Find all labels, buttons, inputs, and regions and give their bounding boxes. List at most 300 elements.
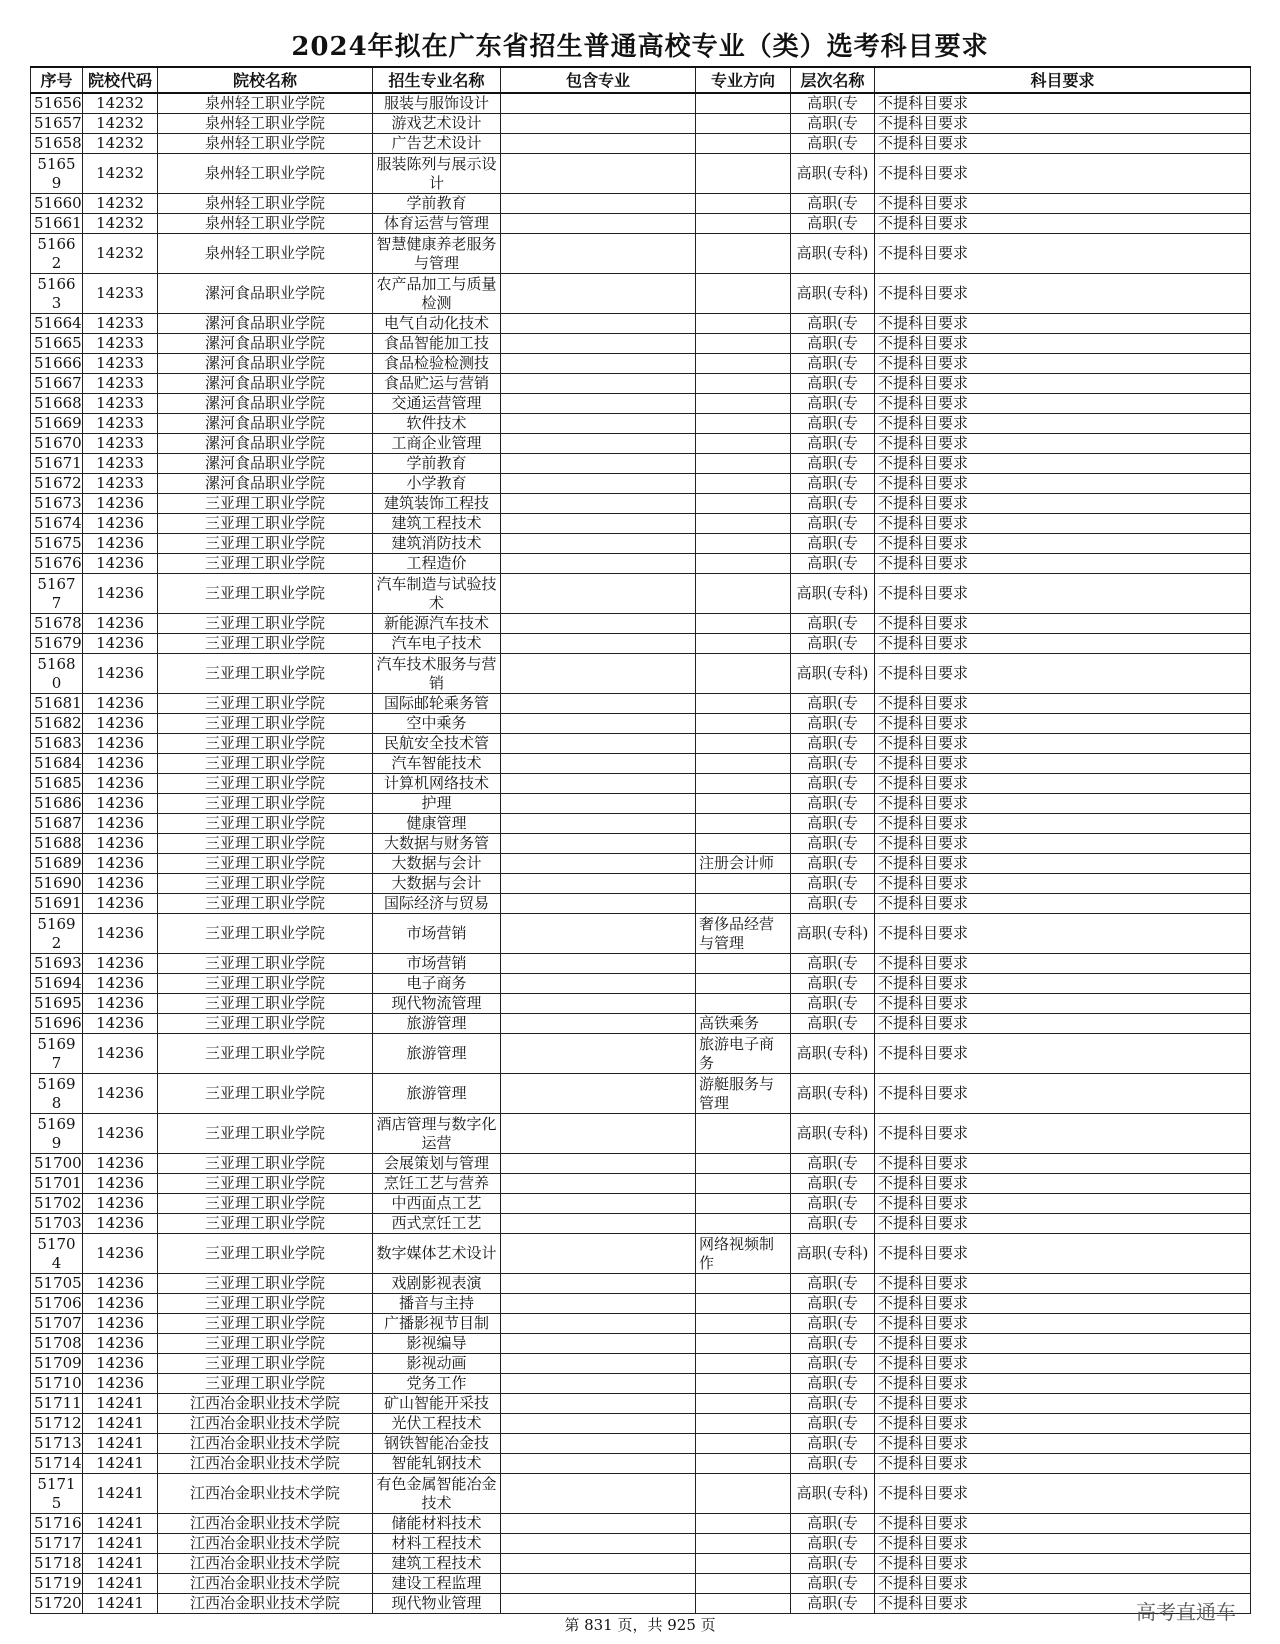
table-row: [31, 654, 1251, 694]
cell-included-majors: [501, 474, 696, 494]
cell-level: 高职(专科): [791, 1234, 875, 1274]
cell-level: 高职(专: [791, 314, 875, 334]
cell-seq: 51685: [31, 774, 83, 794]
cell-level: 高职(专科): [791, 274, 875, 314]
cell-level: 高职(专科): [791, 234, 875, 274]
cell-major-name: 食品智能加工技: [373, 334, 501, 354]
cell-level: 高职(专: [791, 514, 875, 534]
cell-level: 高职(专科): [791, 914, 875, 954]
table-row: [31, 234, 1251, 274]
cell-school-name: 泉州轻工职业学院: [158, 154, 373, 194]
cell-subject-req: 不提科目要求: [875, 1574, 1251, 1594]
table-row: [31, 574, 1251, 614]
cell-major-name: 党务工作: [373, 1374, 501, 1394]
cell-subject-req: 不提科目要求: [875, 374, 1251, 394]
cell-direction: [696, 534, 791, 554]
cell-major-name: 学前教育: [373, 454, 501, 474]
cell-level: 高职(专: [791, 494, 875, 514]
cell-level: 高职(专科): [791, 654, 875, 694]
table-header-row: [31, 67, 1251, 93]
cell-seq: 51690: [31, 874, 83, 894]
cell-seq: 51692: [31, 914, 83, 954]
cell-school-code: 14241: [83, 1574, 158, 1594]
cell-level: 高职(专: [791, 1534, 875, 1554]
cell-school-code: 14232: [83, 93, 158, 114]
cell-seq: 51667: [31, 374, 83, 394]
cell-major-name: 民航安全技术管: [373, 734, 501, 754]
table-row: [31, 994, 1251, 1014]
cell-included-majors: [501, 454, 696, 474]
cell-included-majors: [501, 194, 696, 214]
cell-school-code: 14236: [83, 994, 158, 1014]
cell-subject-req: 不提科目要求: [875, 134, 1251, 154]
cell-major-name: 游戏艺术设计: [373, 114, 501, 134]
table-row: [31, 314, 1251, 334]
cell-subject-req: 不提科目要求: [875, 1274, 1251, 1294]
table-row: [31, 714, 1251, 734]
cell-subject-req: 不提科目要求: [875, 234, 1251, 274]
cell-major-name: 学前教育: [373, 194, 501, 214]
cell-direction: [696, 1354, 791, 1374]
cell-major-name: 小学教育: [373, 474, 501, 494]
table-row: [31, 814, 1251, 834]
table-row: [31, 1074, 1251, 1114]
cell-major-name: 材料工程技术: [373, 1534, 501, 1554]
cell-seq: 51715: [31, 1474, 83, 1514]
cell-level: 高职(专: [791, 1414, 875, 1434]
cell-school-name: 三亚理工职业学院: [158, 874, 373, 894]
cell-major-name: 广播影视节目制: [373, 1314, 501, 1334]
cell-school-name: 泉州轻工职业学院: [158, 194, 373, 214]
cell-major-name: 农产品加工与质量检测: [373, 274, 501, 314]
table-row: [31, 134, 1251, 154]
cell-direction: [696, 314, 791, 334]
cell-level: 高职(专: [791, 794, 875, 814]
cell-school-name: 三亚理工职业学院: [158, 814, 373, 834]
cell-included-majors: [501, 1074, 696, 1114]
cell-subject-req: 不提科目要求: [875, 714, 1251, 734]
cell-level: 高职(专: [791, 93, 875, 114]
cell-included-majors: [501, 1234, 696, 1274]
cell-school-code: 14241: [83, 1534, 158, 1554]
cell-direction: 游艇服务与管理: [696, 1074, 791, 1114]
cell-seq: 51719: [31, 1574, 83, 1594]
cell-school-name: 三亚理工职业学院: [158, 714, 373, 734]
cell-seq: 51682: [31, 714, 83, 734]
table-row: [31, 154, 1251, 194]
cell-level: 高职(专: [791, 994, 875, 1014]
cell-subject-req: 不提科目要求: [875, 494, 1251, 514]
cell-school-code: 14236: [83, 494, 158, 514]
cell-school-name: 三亚理工职业学院: [158, 694, 373, 714]
cell-school-code: 14236: [83, 774, 158, 794]
cell-school-name: 三亚理工职业学院: [158, 774, 373, 794]
cell-seq: 51683: [31, 734, 83, 754]
cell-major-name: 汽车电子技术: [373, 634, 501, 654]
table-row: [31, 614, 1251, 634]
cell-school-code: 14236: [83, 1154, 158, 1174]
cell-level: 高职(专科): [791, 1114, 875, 1154]
cell-subject-req: 不提科目要求: [875, 93, 1251, 114]
cell-school-code: 14241: [83, 1514, 158, 1534]
cell-school-name: 三亚理工职业学院: [158, 894, 373, 914]
cell-major-name: 工商企业管理: [373, 434, 501, 454]
cell-direction: [696, 474, 791, 494]
cell-included-majors: [501, 894, 696, 914]
cell-school-name: 三亚理工职业学院: [158, 514, 373, 534]
cell-seq: 51699: [31, 1114, 83, 1154]
cell-school-code: 14236: [83, 1014, 158, 1034]
cell-level: 高职(专: [791, 1574, 875, 1594]
cell-subject-req: 不提科目要求: [875, 1434, 1251, 1454]
cell-school-name: 三亚理工职业学院: [158, 734, 373, 754]
cell-direction: [696, 634, 791, 654]
table-row: [31, 1014, 1251, 1034]
table-row: [31, 1274, 1251, 1294]
cell-school-code: 14236: [83, 654, 158, 694]
cell-level: 高职(专: [791, 414, 875, 434]
cell-seq: 51706: [31, 1294, 83, 1314]
cell-subject-req: 不提科目要求: [875, 1334, 1251, 1354]
table-row: [31, 894, 1251, 914]
cell-school-name: 三亚理工职业学院: [158, 1234, 373, 1274]
cell-school-name: 三亚理工职业学院: [158, 1014, 373, 1034]
cell-school-name: 江西冶金职业技术学院: [158, 1434, 373, 1454]
cell-school-code: 14236: [83, 1214, 158, 1234]
cell-direction: [696, 794, 791, 814]
cell-level: 高职(专: [791, 694, 875, 714]
cell-direction: [696, 1474, 791, 1514]
table-row: [31, 1154, 1251, 1174]
cell-subject-req: 不提科目要求: [875, 694, 1251, 714]
cell-subject-req: 不提科目要求: [875, 1394, 1251, 1414]
cell-subject-req: 不提科目要求: [875, 994, 1251, 1014]
cell-major-name: 汽车技术服务与营销: [373, 654, 501, 694]
table-row: [31, 1214, 1251, 1234]
cell-direction: [696, 334, 791, 354]
cell-direction: [696, 1534, 791, 1554]
cell-school-name: 三亚理工职业学院: [158, 954, 373, 974]
cell-school-code: 14236: [83, 534, 158, 554]
cell-level: 高职(专: [791, 1434, 875, 1454]
cell-school-code: 14232: [83, 214, 158, 234]
cell-school-name: 江西冶金职业技术学院: [158, 1574, 373, 1594]
cell-direction: 网络视频制作: [696, 1234, 791, 1274]
cell-major-name: 建筑装饰工程技: [373, 494, 501, 514]
cell-school-code: 14236: [83, 1174, 158, 1194]
cell-level: 高职(专科): [791, 1074, 875, 1114]
cell-subject-req: 不提科目要求: [875, 1554, 1251, 1574]
cell-subject-req: 不提科目要求: [875, 1114, 1251, 1154]
header-major-name: 招生专业名称: [373, 67, 501, 93]
cell-school-code: 14236: [83, 1034, 158, 1074]
cell-school-name: 三亚理工职业学院: [158, 914, 373, 954]
table-row: [31, 1374, 1251, 1394]
cell-major-name: 软件技术: [373, 414, 501, 434]
cell-seq: 51702: [31, 1194, 83, 1214]
cell-school-code: 14232: [83, 154, 158, 194]
cell-seq: 51716: [31, 1514, 83, 1534]
cell-school-name: 三亚理工职业学院: [158, 534, 373, 554]
cell-seq: 51676: [31, 554, 83, 574]
cell-major-name: 交通运营管理: [373, 394, 501, 414]
cell-major-name: 大数据与会计: [373, 854, 501, 874]
cell-level: 高职(专: [791, 354, 875, 374]
cell-included-majors: [501, 874, 696, 894]
table-row: [31, 1174, 1251, 1194]
cell-direction: [696, 1214, 791, 1234]
cell-major-name: 旅游管理: [373, 1034, 501, 1074]
cell-direction: [696, 654, 791, 694]
table-row: [31, 414, 1251, 434]
cell-school-code: 14236: [83, 554, 158, 574]
cell-seq: 51697: [31, 1034, 83, 1074]
table-row: [31, 874, 1251, 894]
cell-subject-req: 不提科目要求: [875, 194, 1251, 214]
cell-seq: 51662: [31, 234, 83, 274]
cell-subject-req: 不提科目要求: [875, 954, 1251, 974]
cell-included-majors: [501, 1194, 696, 1214]
cell-level: 高职(专: [791, 1554, 875, 1574]
cell-subject-req: 不提科目要求: [875, 574, 1251, 614]
cell-school-name: 三亚理工职业学院: [158, 994, 373, 1014]
cell-school-code: 14241: [83, 1594, 158, 1614]
cell-major-name: 电气自动化技术: [373, 314, 501, 334]
cell-included-majors: [501, 394, 696, 414]
cell-direction: [696, 1314, 791, 1334]
cell-seq: 51695: [31, 994, 83, 1014]
cell-included-majors: [501, 274, 696, 314]
table-row: [31, 274, 1251, 314]
table-row: [31, 794, 1251, 814]
cell-school-code: 14232: [83, 114, 158, 134]
cell-direction: [696, 1574, 791, 1594]
cell-school-name: 三亚理工职业学院: [158, 1114, 373, 1154]
cell-included-majors: [501, 554, 696, 574]
cell-seq: 51703: [31, 1214, 83, 1234]
cell-subject-req: 不提科目要求: [875, 1314, 1251, 1334]
cell-major-name: 现代物流管理: [373, 994, 501, 1014]
cell-seq: 51663: [31, 274, 83, 314]
cell-direction: [696, 974, 791, 994]
cell-level: 高职(专: [791, 634, 875, 654]
cell-level: 高职(专: [791, 554, 875, 574]
cell-school-name: 漯河食品职业学院: [158, 474, 373, 494]
cell-school-name: 漯河食品职业学院: [158, 414, 373, 434]
cell-level: 高职(专: [791, 854, 875, 874]
cell-direction: [696, 1514, 791, 1534]
cell-seq: 51658: [31, 134, 83, 154]
cell-seq: 51677: [31, 574, 83, 614]
cell-seq: 51712: [31, 1414, 83, 1434]
cell-seq: 51701: [31, 1174, 83, 1194]
cell-included-majors: [501, 534, 696, 554]
cell-direction: [696, 1434, 791, 1454]
cell-major-name: 会展策划与管理: [373, 1154, 501, 1174]
cell-level: 高职(专: [791, 774, 875, 794]
cell-included-majors: [501, 93, 696, 114]
cell-school-name: 三亚理工职业学院: [158, 614, 373, 634]
cell-seq: 51713: [31, 1434, 83, 1454]
cell-level: 高职(专: [791, 814, 875, 834]
cell-subject-req: 不提科目要求: [875, 434, 1251, 454]
cell-school-name: 江西冶金职业技术学院: [158, 1454, 373, 1474]
cell-school-code: 14232: [83, 234, 158, 274]
cell-level: 高职(专: [791, 974, 875, 994]
cell-school-name: 三亚理工职业学院: [158, 754, 373, 774]
cell-seq: 51717: [31, 1534, 83, 1554]
cell-school-name: 三亚理工职业学院: [158, 794, 373, 814]
cell-seq: 51693: [31, 954, 83, 974]
cell-direction: [696, 1594, 791, 1614]
cell-school-code: 14236: [83, 914, 158, 954]
cell-included-majors: [501, 154, 696, 194]
cell-direction: [696, 93, 791, 114]
cell-level: 高职(专: [791, 1334, 875, 1354]
table-row: [31, 974, 1251, 994]
cell-included-majors: [501, 1214, 696, 1234]
cell-major-name: 新能源汽车技术: [373, 614, 501, 634]
cell-seq: 51679: [31, 634, 83, 654]
cell-major-name: 广告艺术设计: [373, 134, 501, 154]
cell-school-name: 江西冶金职业技术学院: [158, 1594, 373, 1614]
cell-school-name: 泉州轻工职业学院: [158, 234, 373, 274]
cell-included-majors: [501, 854, 696, 874]
cell-seq: 51718: [31, 1554, 83, 1574]
cell-level: 高职(专: [791, 734, 875, 754]
cell-direction: [696, 354, 791, 374]
cell-included-majors: [501, 1534, 696, 1554]
cell-seq: 51678: [31, 614, 83, 634]
table-row: [31, 534, 1251, 554]
cell-major-name: 酒店管理与数字化运营: [373, 1114, 501, 1154]
cell-school-code: 14236: [83, 1194, 158, 1214]
cell-subject-req: 不提科目要求: [875, 654, 1251, 694]
cell-school-code: 14236: [83, 1074, 158, 1114]
cell-seq: 51694: [31, 974, 83, 994]
table-row: [31, 754, 1251, 774]
cell-major-name: 烹饪工艺与营养: [373, 1174, 501, 1194]
cell-school-name: 三亚理工职业学院: [158, 1294, 373, 1314]
cell-major-name: 护理: [373, 794, 501, 814]
table-row: [31, 834, 1251, 854]
cell-subject-req: 不提科目要求: [875, 834, 1251, 854]
cell-school-code: 14236: [83, 854, 158, 874]
cell-school-code: 14241: [83, 1454, 158, 1474]
cell-direction: [696, 194, 791, 214]
cell-direction: [696, 374, 791, 394]
header-school-code: 院校代码: [83, 67, 158, 93]
cell-school-code: 14236: [83, 694, 158, 714]
cell-direction: [696, 1154, 791, 1174]
cell-school-code: 14233: [83, 334, 158, 354]
cell-seq: 51657: [31, 114, 83, 134]
cell-included-majors: [501, 1474, 696, 1514]
cell-direction: [696, 494, 791, 514]
table-row: [31, 1434, 1251, 1454]
cell-direction: [696, 754, 791, 774]
cell-school-code: 14236: [83, 1374, 158, 1394]
cell-direction: [696, 134, 791, 154]
cell-seq: 51688: [31, 834, 83, 854]
cell-subject-req: 不提科目要求: [875, 274, 1251, 314]
cell-seq: 51711: [31, 1394, 83, 1414]
table-row: [31, 214, 1251, 234]
table-row: [31, 114, 1251, 134]
cell-major-name: 服装与服饰设计: [373, 93, 501, 114]
table-row: [31, 1034, 1251, 1074]
cell-included-majors: [501, 1574, 696, 1594]
cell-direction: [696, 434, 791, 454]
cell-school-code: 14233: [83, 454, 158, 474]
cell-subject-req: 不提科目要求: [875, 1474, 1251, 1514]
cell-school-name: 三亚理工职业学院: [158, 634, 373, 654]
cell-seq: 51668: [31, 394, 83, 414]
cell-school-name: 江西冶金职业技术学院: [158, 1474, 373, 1514]
cell-included-majors: [501, 634, 696, 654]
cell-school-name: 三亚理工职业学院: [158, 1154, 373, 1174]
cell-major-name: 计算机网络技术: [373, 774, 501, 794]
cell-direction: [696, 1274, 791, 1294]
cell-level: 高职(专: [791, 1514, 875, 1534]
cell-school-name: 江西冶金职业技术学院: [158, 1534, 373, 1554]
table-row: [31, 334, 1251, 354]
cell-subject-req: 不提科目要求: [875, 614, 1251, 634]
cell-school-code: 14236: [83, 1334, 158, 1354]
cell-level: 高职(专: [791, 1214, 875, 1234]
cell-included-majors: [501, 1434, 696, 1454]
cell-school-code: 14236: [83, 1274, 158, 1294]
cell-included-majors: [501, 1374, 696, 1394]
cell-major-name: 建筑工程技术: [373, 1554, 501, 1574]
cell-seq: 51659: [31, 154, 83, 194]
table-row: [31, 93, 1251, 114]
cell-included-majors: [501, 1034, 696, 1074]
cell-direction: [696, 1114, 791, 1154]
cell-subject-req: 不提科目要求: [875, 734, 1251, 754]
cell-included-majors: [501, 1594, 696, 1614]
cell-included-majors: [501, 374, 696, 394]
cell-school-name: 漯河食品职业学院: [158, 394, 373, 414]
cell-major-name: 汽车智能技术: [373, 754, 501, 774]
cell-direction: [696, 514, 791, 534]
cell-seq: 51661: [31, 214, 83, 234]
cell-school-name: 漯河食品职业学院: [158, 334, 373, 354]
cell-direction: [696, 994, 791, 1014]
table-row: [31, 1114, 1251, 1154]
cell-included-majors: [501, 494, 696, 514]
cell-subject-req: 不提科目要求: [875, 894, 1251, 914]
cell-school-name: 江西冶金职业技术学院: [158, 1414, 373, 1434]
cell-direction: [696, 394, 791, 414]
cell-school-code: 14236: [83, 834, 158, 854]
cell-seq: 51680: [31, 654, 83, 694]
cell-included-majors: [501, 914, 696, 954]
cell-subject-req: 不提科目要求: [875, 454, 1251, 474]
table-row: [31, 374, 1251, 394]
cell-major-name: 大数据与财务管: [373, 834, 501, 854]
table-row: [31, 694, 1251, 714]
table-row: [31, 634, 1251, 654]
cell-major-name: 电子商务: [373, 974, 501, 994]
cell-major-name: 汽车制造与试验技术: [373, 574, 501, 614]
cell-level: 高职(专: [791, 194, 875, 214]
cell-level: 高职(专: [791, 1174, 875, 1194]
cell-included-majors: [501, 1314, 696, 1334]
cell-included-majors: [501, 1554, 696, 1574]
cell-subject-req: 不提科目要求: [875, 1174, 1251, 1194]
cell-level: 高职(专科): [791, 1474, 875, 1514]
